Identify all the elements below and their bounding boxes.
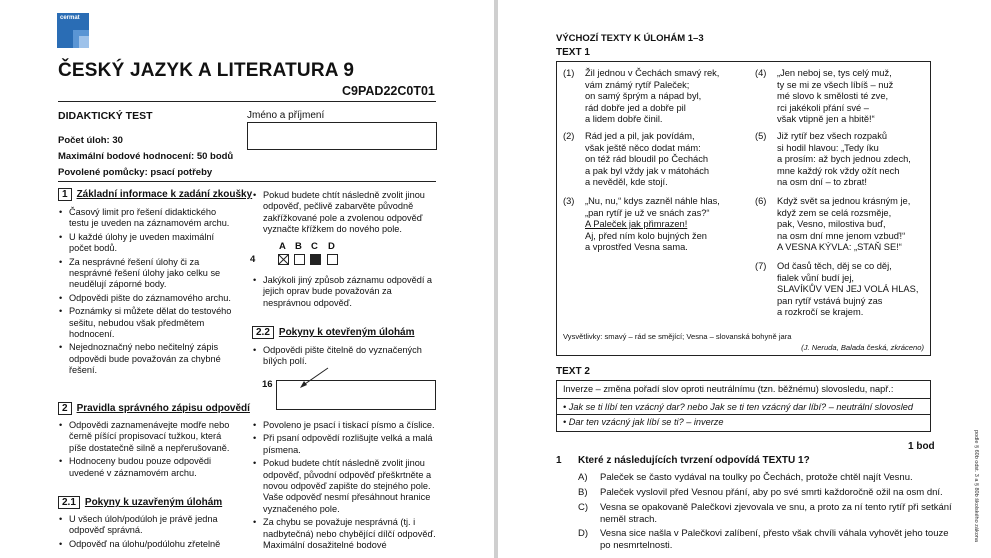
question-number: 1: [556, 455, 562, 466]
text1-label: TEXT 1: [556, 47, 590, 58]
stanza: (5) Již rytíř bez všech rozpaků si hodil hlavou: „Tedy íku a prosím: až bych jednou zdech, mne každý rok vždy ožít nech na osm dní – to zbrat!: [755, 131, 911, 188]
list-item: • Pokud budete chtít následně zvolit jinou odpověď, původní odpověď přeškrtněte a novou odpověď zapište do stejného pole. Vaše odpověď nesmí přesáhnout hranice vyznačeného pole.: [252, 458, 436, 515]
section-2-1-heading: 2.1 Pokyny k uzavřeným úlohám: [58, 496, 222, 509]
list-item: • Odpověď na úlohu/podúlohu zřetelně: [58, 539, 238, 550]
answer-option-b[interactable]: B) Paleček vyslovil před Vesnou přání, aby po své smrti každoročně ožil na osm dní.: [578, 487, 943, 498]
glossary-note: Vysvětlivky: smavý – rád se smějící; Vesna – slovanská bohyně jara: [563, 332, 792, 341]
section-2-2-heading: 2.2 Pokyny k otevřeným úlohám: [252, 326, 415, 339]
correction-list: [252, 190, 436, 238]
meta-max-points: Maximální bodové hodnocení: 50 bodů: [58, 151, 234, 162]
source-citation: (J. Neruda, Balada česká, zkráceno): [801, 343, 924, 352]
section-1-list: [58, 207, 238, 379]
text2-label: TEXT 2: [556, 366, 590, 377]
legal-note: podle § 60b odst. 3 a § 80b školského zákona: [973, 430, 979, 542]
stanza: (4) „Jen neboj se, tys celý muž, ty se mi ze všech líbíš – nuž mé slovo k smělosti té zve, rci jakékoli přání své – však vtipně jen a hbitě!“: [755, 68, 894, 125]
section-1-heading: 1 Základní informace k zadání zkoušky: [58, 188, 252, 201]
arrow-icon: [298, 366, 330, 390]
checkbox-filled: [310, 254, 321, 265]
list-item: • Odpovědi pište do záznamového archu.: [58, 293, 238, 304]
list-item: • Odpovědi pište čitelně do vyznačených bílých polí.: [252, 345, 436, 368]
checkbox-crossed-out: [278, 254, 289, 265]
correction-list-b: [252, 275, 436, 311]
right-page: [498, 0, 991, 558]
list-item: • Odpovědi zaznamenávejte modře nebo černě píšící propisovací tužkou, která píše dostatečně silně a nepřerušovaně.: [58, 420, 238, 454]
points-label: 1 bod: [908, 441, 935, 452]
section-2-heading: 2 Pravidla správného zápisu odpovědí: [58, 402, 250, 415]
text2-example: • Jak se ti líbí ten vzácný dar? nebo Jak se ti ten vzácný dar líbí? – neutrální slovosled: [563, 402, 913, 412]
answer-option-a[interactable]: A) Paleček se často vydával na toulky po Čechách, protože chtěl najít Vesnu.: [578, 472, 913, 483]
name-field[interactable]: [247, 122, 437, 150]
section-2-2-list: [252, 345, 436, 370]
text2-definition: Inverze – změna pořadí slov oproti neutrálnímu (tzn. běžnému) slovosledu, např.:: [563, 384, 894, 394]
document-title: ČESKÝ JAZYK A LITERATURA 9: [58, 60, 355, 81]
list-item: • Pokud budete chtít následně zvolit jinou odpověď, pečlivě zabarvěte původně zakřížkované pole a zvolenou odpověď vyznačte křížkem do nového pole.: [252, 190, 436, 236]
list-item: • Poznámky si můžete dělat do testového sešitu, nebudou však předmětem hodnocení.: [58, 306, 238, 340]
stanza: (6) Když svět sa jednou krásným je, když zem se celá rozsměje, pak, Vesno, milostiva buď, na osm dní mne jenom vzbuď!“ A VESNA KÝVLA: „STAŇ SE!“: [755, 196, 911, 253]
cermat-logo: cermat: [57, 13, 89, 48]
name-label: Jméno a příjmení: [247, 110, 325, 121]
question-text: Které z následujících tvrzení odpovídá TEXTU 1?: [578, 455, 810, 466]
stanza: (2) Rád jed a pil, jak povídám, však ještě něco dodat mám: on též rád bloudil po Čechách a pak byl vždy jak v mátohách a nevěděl, kde stojí.: [563, 131, 710, 188]
section-2-1-list: [58, 514, 238, 552]
list-item: • Povoleno je psací i tiskací písmo a číslice.: [252, 420, 436, 431]
divider: [58, 181, 436, 182]
checkbox-empty: [294, 254, 305, 265]
list-item: • Jakýkoli jiný způsob záznamu odpovědí a jejich oprav bude považován za nesprávnou odpověď.: [252, 275, 436, 309]
list-item: • Hodnoceny budou pouze odpovědi uvedené v záznamovém archu.: [58, 456, 238, 479]
section-2-2-list-b: [252, 420, 436, 553]
document-code: C9PAD22C0T01: [342, 84, 435, 98]
list-item: • U všech úloh/podúloh je právě jedna odpověď správná.: [58, 514, 238, 537]
source-texts-heading: VÝCHOZÍ TEXTY K ÚLOHÁM 1–3: [556, 33, 704, 44]
list-item: • Za chybu se považuje nesprávná (tj. i nadbytečná) nebo chybějící dílčí odpověď. Maximální dosažitelné bodové: [252, 517, 436, 551]
checkbox-empty: [327, 254, 338, 265]
stanza: (3) „Nu, nu,“ kdys zazněl náhle hlas, „pan rytíř je už ve snách zas?“ A Paleček jak přimrazen! Aj, před ním kolo bujných žen a vprostřed Vesna sama.: [563, 196, 720, 253]
open-example-number: 16: [262, 379, 273, 390]
test-type: DIDAKTICKÝ TEST: [58, 110, 153, 122]
left-page: cermat ČESKÝ JAZYK A LITERATURA 9 C9PAD22C0T01 DIDAKTICKÝ TEST Jméno a příjmení Počet úloh: 30 Maximální bodové hodnocení: 50 bodů Povolené pomůcky: psací potřeby 1 Základní informace k zadání zkoušky • Časový limit pro řešení didaktického testu je uveden na záznamovém archu. • U každé úlohy je uveden maximální počet bodů. • Za nesprávné řešení úlohy či za nesprávné řešení úlohy jako celku se neudělují záporné body. • Odpovědi pište do záznamového archu. • Poznámky si můžete dělat do testového sešitu, nebudou však předmětem hodnocení. • Nejednoznačný nebo nečitelný zápis odpovědi bude považován za chybné řešení. 2 Pravidla správného zápisu odpovědí • Odpovědi zaznamenávejte modře nebo černě píšící propisovací tužkou, která píše dostatečně silně a nepřerušovaně. • Hodnoceny budou pouze odpovědi uvedené v záznamovém archu. 2.1 Pokyny k uzavřeným úlohám • U všech úloh/podúloh je právě jedna odpověď správná. • Odpověď na úlohu/podúlohu zřetelně • Pokud budete chtít následně zvolit jinou odpověď, pečlivě zabarvěte původně zakřížkované pole a zvolenou odpověď vyznačte křížkem do nového pole. A B C D 4 • Jakýkoli jiný způsob záznamu odpovědí a jejich oprav bude považován za nesprávnou odpověď. 2.2 Pokyny k otevřeným úlohám • Odpovědi pište čitelně do vyznačených bílých polí. 16 • Povoleno je psací i tiskací písmo a číslice. • Při psaní odpovědí rozlišujte velká a malá písmena. • Pokud budete chtít následně zvolit jinou odpověď, původní odpověď přeškrtněte a novou odpověď zapište do stejného pole. Vaše odpověď nesmí přesáhnout hranice vyznačeného pole. • Za chybu se považuje nesprávná (tj. i nadbytečná) nebo chybějící dílčí odpověď. Maximální dosažitelné bodové: [0, 0, 494, 558]
list-item: • Za nesprávné řešení úlohy či za nesprávné řešení úlohy jako celku se neudělují záporné body.: [58, 257, 238, 291]
meta-count: Počet úloh: 30: [58, 135, 123, 146]
answer-option-c[interactable]: C) Vesna se opakovaně Palečkovi zjevovala ve snu, a proto za ní tento rytíř při setkání neměl strach.: [578, 502, 952, 525]
section-2-list: [58, 420, 238, 481]
text2-example: • Dar ten vzácný jak líbí se ti? – inverze: [563, 417, 724, 427]
text2-box: [556, 380, 931, 432]
list-item: • Časový limit pro řešení didaktického testu je uveden na záznamovém archu.: [58, 207, 238, 230]
answer-option-d[interactable]: D) Vesna sice našla v Palečkovi zalíbení, přesto však chvíli váhala vyhovět jeho touze po nesmrtelnosti.: [578, 528, 949, 551]
list-item: • Při psaní odpovědí rozlišujte velká a malá písmena.: [252, 433, 436, 456]
answer-example-number: 4: [250, 254, 256, 265]
list-item: • Nejednoznačný nebo nečitelný zápis odpovědi bude považován za chybné řešení.: [58, 342, 238, 376]
stanza: (1) Žil jednou v Čechách smavý rek, vám známý rytíř Paleček; on samý šprým a nápad byl, rád dobře jed a dobře pil a lidem dobře činil.: [563, 68, 720, 125]
text1-box: [556, 61, 931, 356]
stanza: (7) Od časů těch, děj se co děj, fialek vůní budí jej, SLAVÍKŮV VEN JEJ VOLÁ HLAS, pan rytíř vstává bujný zas a rozkročí se krajem.: [755, 261, 919, 318]
list-item: • U každé úlohy je uveden maximální počet bodů.: [58, 232, 238, 255]
divider: [58, 101, 436, 102]
meta-tools: Povolené pomůcky: psací potřeby: [58, 167, 213, 178]
